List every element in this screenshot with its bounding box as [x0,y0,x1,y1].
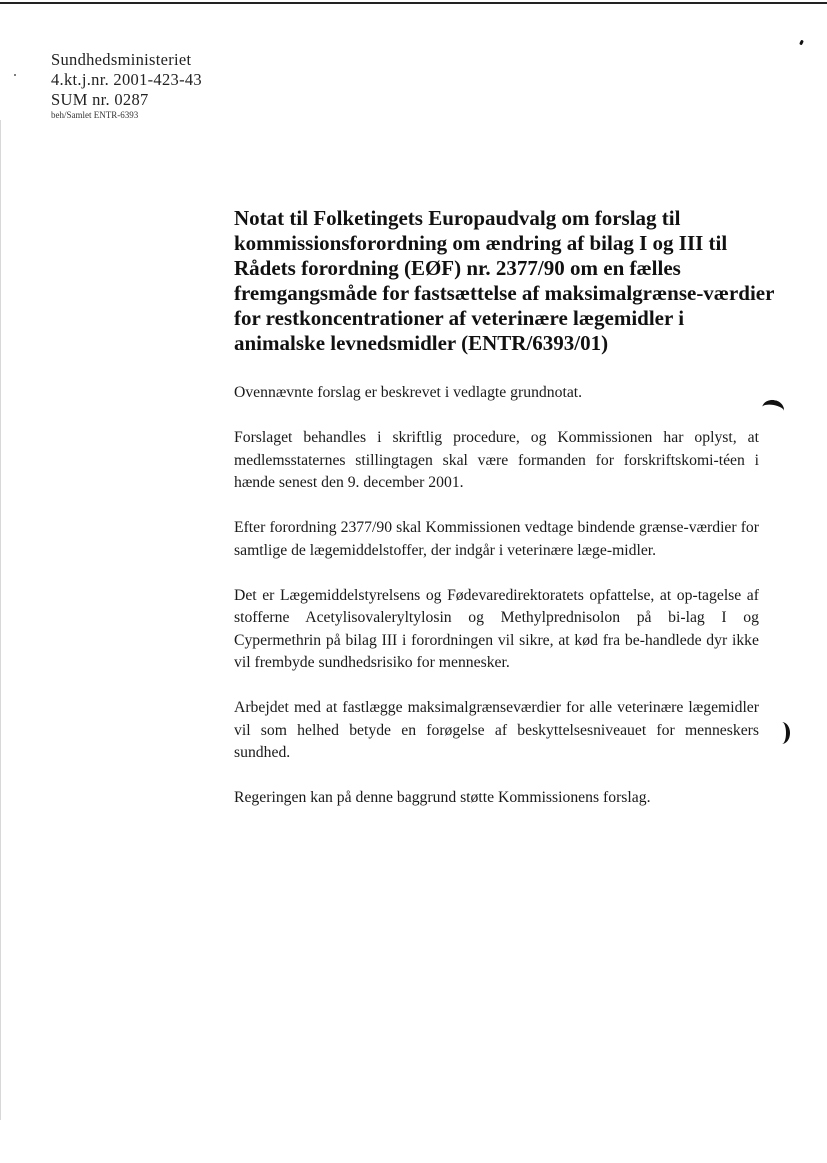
ministry-name: Sundhedsministeriet [51,50,192,69]
scan-speck [14,74,16,76]
paragraph: Det er Lægemiddelstyrelsens og Fødevaredirektoratets opfattelse, at op-tagelse af stofferne Acetylisovaleryltylosin og Methylprednisolon på bi-lag I og Cypermethrin på bilag III i forordningen vil sikre, at kød fra be-handlede dyr ikke vil frembyde sundhedsrisiko for mennesker. [234,586,759,671]
paragraph: Regeringen kan på denne baggrund støtte Kommissionens forslag. [234,789,651,806]
punch-hole-mark [761,398,786,420]
paragraph: Efter forordning 2377/90 skal Kommissionen vedtage bindende grænse-værdier for samtlige de lægemiddelstoffer, der indgår i veterinære læge-midler. [234,519,759,559]
paragraph: Ovennævnte forslag er beskrevet i vedlagte grundnotat. [234,384,583,401]
file-reference: beh/Samlet ENTR-6393 [51,110,139,120]
journal-number: 4.kt.j.nr. 2001-423-43 [51,70,202,89]
scan-speck [799,40,804,46]
punch-hole-mark [774,722,790,744]
paragraph: Arbejdet med at fastlægge maksimalgrænseværdier for alle veterinære lægemidler vil som helhed betyde en forøgelse af beskyttelsesniveauet for menneskers sundhed. [234,699,759,761]
paragraph: Forslaget behandles i skriftlig procedure, og Kommissionen har oplyst, at medlemsstaternes stillingtagen skal være formanden for forskriftskomi-téen i hænde senest den 9. december 2001. [234,429,759,491]
document-body [234,382,759,832]
top-border-line [0,2,827,4]
sum-number: SUM nr. 0287 [51,90,149,109]
document-title: Notat til Folketingets Europaudvalg om forslag til kommissionsforordning om ændring af bilag I og III til Rådets forordning (EØF) nr. 2377/90 om en fælles fremgangsmåde for fastsættelse af maksimalgrænse-værdier for restkoncentrationer af veterinære lægemidler i animalske levnedsmidler (ENTR/6393/01) [234,206,775,355]
document-header [51,50,291,121]
scan-edge-line [0,120,1,1120]
